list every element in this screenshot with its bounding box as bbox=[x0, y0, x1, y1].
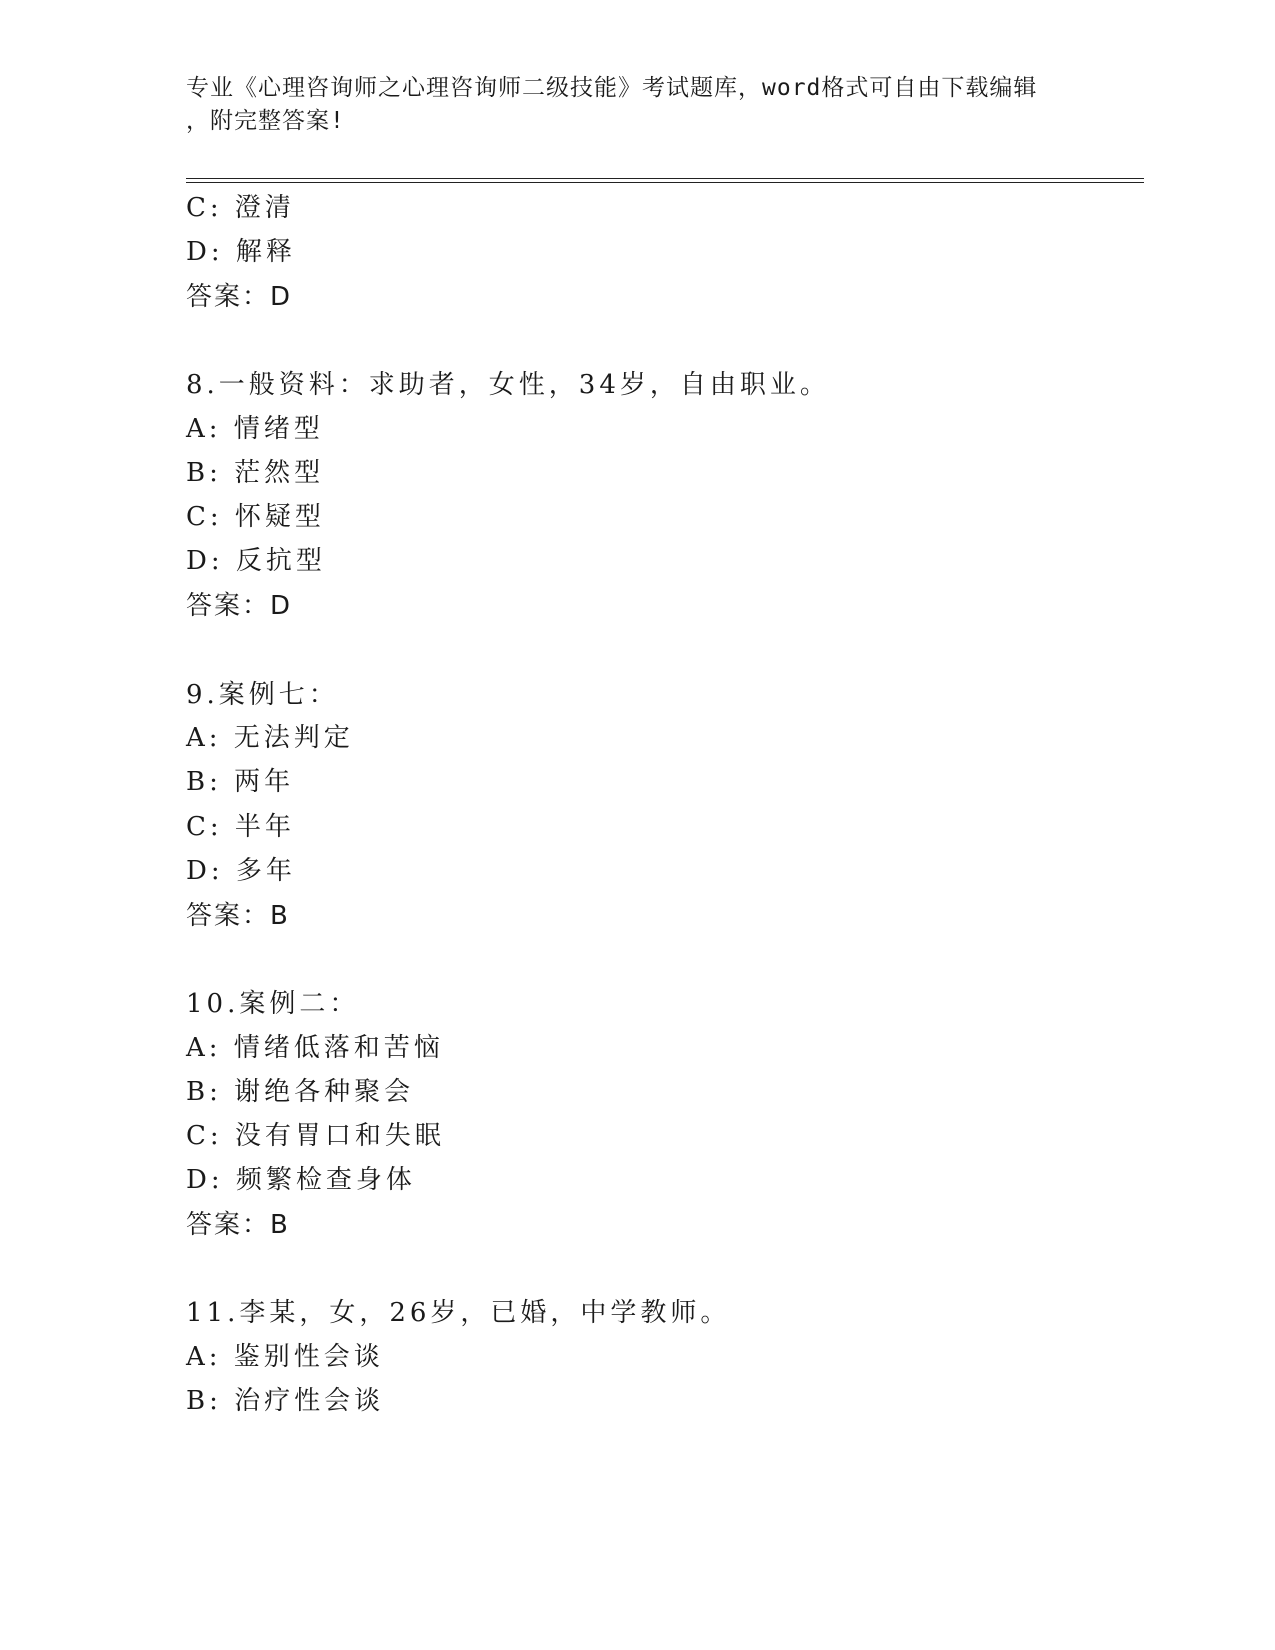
answer-line: 答案：B bbox=[186, 901, 290, 931]
question-line: 10.案例二： bbox=[186, 989, 360, 1019]
option-line: C: 没有胃口和失眠 bbox=[186, 1121, 445, 1151]
question-line: 11.李某，女，26岁，已婚，中学教师。 bbox=[186, 1298, 731, 1328]
option-line: D: 反抗型 bbox=[186, 546, 326, 576]
option-line: B: 治疗性会谈 bbox=[186, 1386, 385, 1416]
option-line: A: 情绪型 bbox=[186, 414, 324, 444]
answer-line: 答案：D bbox=[186, 591, 293, 621]
answer-line: 答案：D bbox=[186, 282, 293, 312]
option-line: B: 茫然型 bbox=[186, 458, 325, 488]
option-line: A: 情绪低落和苦恼 bbox=[186, 1033, 444, 1063]
header-line-1: 专业《心理咨询师之心理咨询师二级技能》考试题库，word格式可自由下载编辑 bbox=[186, 75, 1038, 101]
option-line: A: 鉴别性会谈 bbox=[186, 1342, 384, 1372]
option-line: C: 怀疑型 bbox=[186, 502, 325, 532]
option-line: D: 多年 bbox=[186, 856, 296, 886]
header-line-2: ，附完整答案! bbox=[186, 108, 345, 134]
header-divider-bottom bbox=[186, 182, 1144, 183]
option-line: D: 频繁检查身体 bbox=[186, 1165, 416, 1195]
document-header bbox=[186, 72, 1086, 138]
option-line: A: 无法判定 bbox=[186, 723, 354, 753]
question-line: 8.一般资料：求助者，女性，34岁，自由职业。 bbox=[186, 370, 830, 400]
option-line: C: 半年 bbox=[186, 812, 295, 842]
option-line: B: 两年 bbox=[186, 767, 295, 797]
header-divider-top bbox=[186, 178, 1144, 179]
option-line: B: 谢绝各种聚会 bbox=[186, 1077, 415, 1107]
option-line: D: 解释 bbox=[186, 237, 296, 267]
answer-line: 答案：B bbox=[186, 1210, 290, 1240]
option-line: C: 澄清 bbox=[186, 193, 295, 223]
question-line: 9.案例七： bbox=[186, 680, 339, 710]
